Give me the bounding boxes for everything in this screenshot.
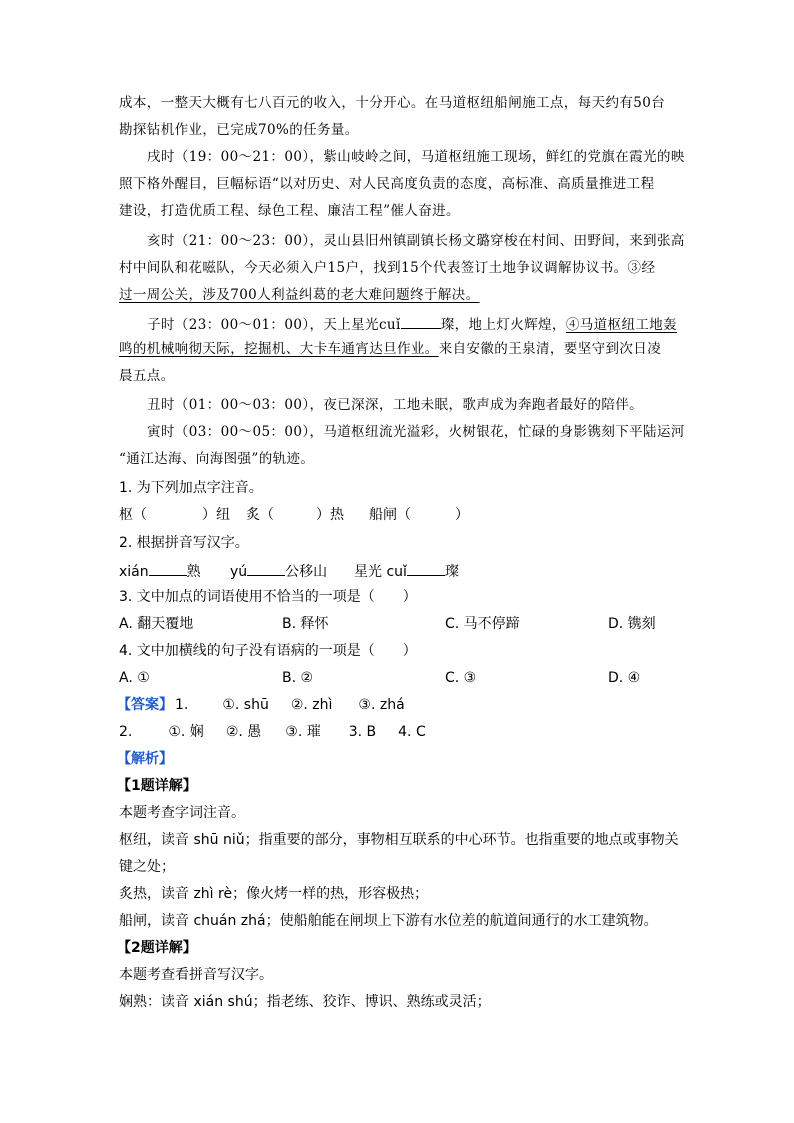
fill-blank — [407, 563, 445, 576]
q2-item — [119, 563, 201, 579]
analysis-text: 船闸，读音 chuán zhá；使船舶能在闸坝上下游有水位差的航道间通行的水工建筑物。 — [119, 913, 658, 929]
analysis-text: 本题考查字词注音。 — [119, 805, 245, 821]
answer-item: 3. B — [348, 724, 377, 740]
q3-option-a: A. 翻天覆地 — [119, 616, 194, 632]
underlined-sentence-4: ④马道枢纽工地轰 — [565, 317, 678, 333]
q4-option-a: A. ① — [119, 670, 150, 686]
analysis-text: 本题考查看拼音写汉字。 — [119, 967, 273, 983]
hanzi: 公移山 — [285, 564, 328, 580]
hanzi: 璨 — [444, 564, 459, 580]
q1-item: ）纽 — [202, 507, 230, 523]
analysis-text: 娴熟：读音 xián shú；指老练、狡诈、博识、熟练或灵活； — [119, 994, 491, 1010]
underlined-sentence-3: 过一周公关，涉及700人利益纠葛的老大难问题终于解决。 — [119, 287, 480, 303]
q4-option-c: C. ③ — [445, 670, 477, 686]
pinyin: 星光 cuǐ — [354, 564, 407, 580]
answer-item: ③. 璀 — [285, 724, 321, 740]
answer-item: 4. C — [398, 724, 426, 740]
analysis-text: 键之处； — [119, 859, 175, 875]
passage-text: 璨，地上灯火辉煌， — [440, 317, 566, 333]
q4-option-b: B. ② — [282, 670, 314, 686]
answer-item: ①. 娴 — [168, 724, 204, 740]
passage-line: 村中间队和花嗞队，今天必须入户15户，找到15个代表签订土地争议调解协议书。③经 — [119, 260, 656, 276]
underlined-sentence-4: 鸣的机械响彻天际，挖掘机、大卡车通宵达旦作业。 — [119, 341, 439, 357]
q2-item — [230, 563, 327, 579]
passage-line: 晨五点。 — [119, 368, 175, 384]
passage-line: 勘探钻机作业，已完成70%的任务量。 — [119, 122, 359, 138]
answer-line-2 — [119, 725, 426, 739]
passage-line: 建设，打造优质工程、绿色工程、廉洁工程”催人奋进。 — [119, 203, 460, 219]
passage-line — [147, 316, 677, 333]
analysis-text: 枢纽，读音 shū niǔ；指重要的部分，事物相互联系的中心环节。也指重要的地点或事物关 — [119, 832, 679, 848]
question-1: 1. 为下列加点字注音。 — [119, 480, 263, 496]
answer-label: 【答案】 — [117, 697, 173, 713]
answer-item: ②. 愚 — [225, 724, 262, 740]
q1-item: 船闸（ — [369, 507, 411, 523]
hanzi: 熟 — [186, 564, 201, 580]
q1-item: 枢（ — [119, 507, 147, 523]
pinyin: xián — [119, 564, 149, 580]
passage-text: 来自安徽的王泉清，要坚守到次日凌 — [438, 341, 662, 357]
q2-item — [354, 563, 459, 579]
answer-item: ③. zhá — [358, 697, 405, 713]
q3-option-d: D. 镌刻 — [608, 616, 656, 632]
passage-line: 成本，一整天大概有七八百元的收入，十分开心。在马道枢纽船闸施工点，每天约有50台 — [119, 95, 666, 111]
question-2: 2. 根据拼音写汉字。 — [119, 535, 249, 551]
answer-item: ①. shū — [222, 697, 269, 713]
analysis-label: 【解析】 — [117, 751, 173, 767]
passage-line: 亥时（21：00～23：00），灵山县旧州镇副镇长杨文璐穿梭在村间、田野间，来到张高 — [147, 233, 685, 249]
passage-line — [119, 343, 661, 357]
q1-item: ）热 — [316, 507, 344, 523]
fill-blank — [401, 316, 441, 329]
pinyin: yú — [230, 564, 248, 580]
passage-line: 丑时（01：00～03：00），夜已深深，工地未眠，歌声成为奔跑者最好的陪伴。 — [147, 397, 644, 413]
answer-line-1 — [117, 698, 405, 712]
answer-item: 2. — [119, 724, 133, 740]
passage-line: 戌时（19：00～21：00），紫山岐岭之间，马道枢纽施工现场，鲜红的党旗在霞光的映 — [147, 149, 685, 165]
answer-item: ②. zhì — [290, 697, 333, 713]
passage-line: 寅时（03：00～05：00），马道枢纽流光溢彩，火树银花，忙碌的身影镌刻下平陆运河 — [147, 424, 685, 440]
passage-text: 子时（23：00～01：00），天上星光cuǐ — [147, 317, 401, 333]
fill-blank — [247, 563, 285, 576]
q4-option-d: D. ④ — [608, 670, 641, 686]
answer-item: 1. — [175, 697, 189, 713]
fill-blank — [149, 563, 187, 576]
question-4: 4. 文中加横线的句子没有语病的一项是（ ） — [119, 643, 417, 659]
analysis-text: 炙热，读音 zhì rè；像火烤一样的热，形容极热； — [119, 886, 429, 902]
passage-line: 照下格外醒目，巨幅标语“以对历史、对人民高度负责的态度，高标准、高质量推进工程 — [119, 176, 655, 192]
q1-item: ） — [455, 507, 469, 523]
passage-line: “通江达海、向海图强”的轨迹。 — [119, 451, 315, 467]
detail-heading-1: 【1题详解】 — [117, 778, 197, 794]
q3-option-c: C. 马不停蹄 — [445, 616, 520, 632]
q3-option-b: B. 释怀 — [282, 616, 329, 632]
detail-heading-2: 【2题详解】 — [117, 940, 197, 956]
q1-item: 炙（ — [246, 507, 274, 523]
question-3: 3. 文中加点的词语使用不恰当的一项是（ ） — [119, 589, 417, 605]
